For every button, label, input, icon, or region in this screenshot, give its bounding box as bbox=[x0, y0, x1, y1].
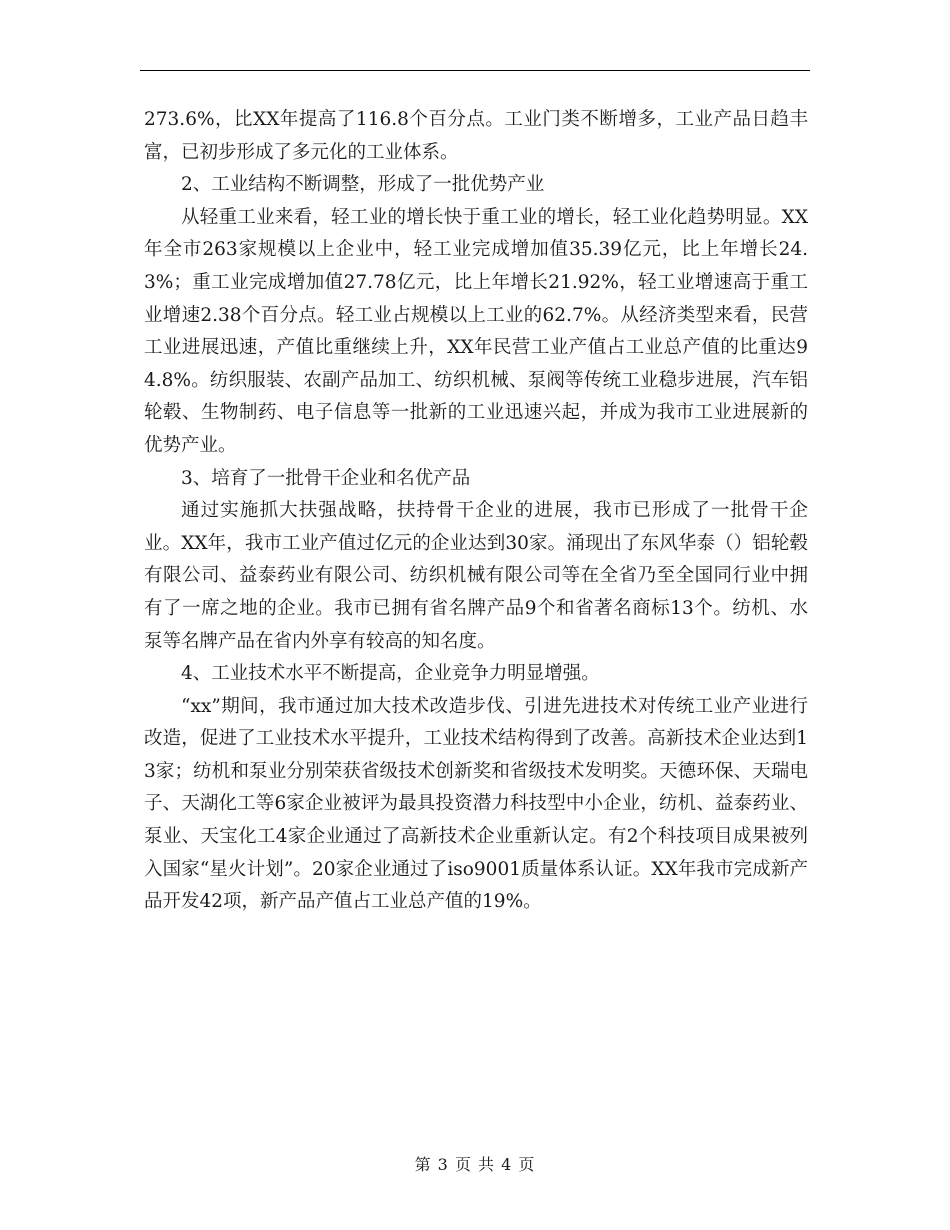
paragraph: 从轻重工业来看，轻工业的增长快于重工业的增长，轻工业化趋势明显。XX年全市263家规模以上企业中，轻工业完成增加值35.39亿元，比上年增长24.3%；重工业完成增加值27.78亿元，比上年增长21.92%，轻工业增速高于重工业增速2.38个百分点。轻工业占规模以上工业的62.7%。从经济类型来看，民营工业进展迅速，产值比重继续上升，XX年民营工业产值占工业总产值的比重达94.8%。纺织服装、农副产品加工、纺织机械、泵阀等传统工业稳步进展，汽车铝轮毂、生物制药、电子信息等一批新的工业迅速兴起，并成为我市工业进展新的优势产业。 bbox=[144, 206, 808, 456]
section-heading: 4、工业技术水平不断提高，企业竞争力明显增强。 bbox=[181, 663, 600, 685]
section-heading: 2、工业结构不断调整，形成了一批优势产业 bbox=[181, 174, 545, 196]
header-rule bbox=[140, 70, 810, 71]
document-body bbox=[144, 104, 808, 919]
page-number: 第 3 页 共 4 页 bbox=[414, 1155, 536, 1174]
paragraph: 273.6%，比XX年提高了116.8个百分点。工业门类不断增多，工业产品日趋丰富，已初步形成了多元化的工业体系。 bbox=[144, 109, 808, 163]
paragraph: 通过实施抓大扶强战略，扶持骨干企业的进展，我市已形成了一批骨干企业。XX年，我市工业产值过亿元的企业达到30家。涌现出了东风华泰（）铝轮毂有限公司、益泰药业有限公司、纺织机械有限公司等在全省乃至全国同行业中拥有了一席之地的企业。我市已拥有省名牌产品9个和省著名商标13个。纺机、水泵等名牌产品在省内外享有较高的知名度。 bbox=[144, 500, 808, 652]
paragraph: “xx”期间，我市通过加大技术改造步伐、引进先进技术对传统工业产业进行改造，促进了工业技术水平提升，工业技术结构得到了改善。高新技术企业达到13家；纺机和泵业分别荣获省级技术创新奖和省级技术发明奖。天德环保、天瑞电子、天湖化工等6家企业被评为最具投资潜力科技型中小企业，纺机、益泰药业、泵业、天宝化工4家企业通过了高新技术企业重新认定。有2个科技项目成果被列入国家“星火计划”。20家企业通过了iso9001质量体系认证。XX年我市完成新产品开发42项，新产品产值占工业总产值的19%。 bbox=[144, 695, 808, 913]
section-heading: 3、培育了一批骨干企业和名优产品 bbox=[181, 467, 471, 489]
